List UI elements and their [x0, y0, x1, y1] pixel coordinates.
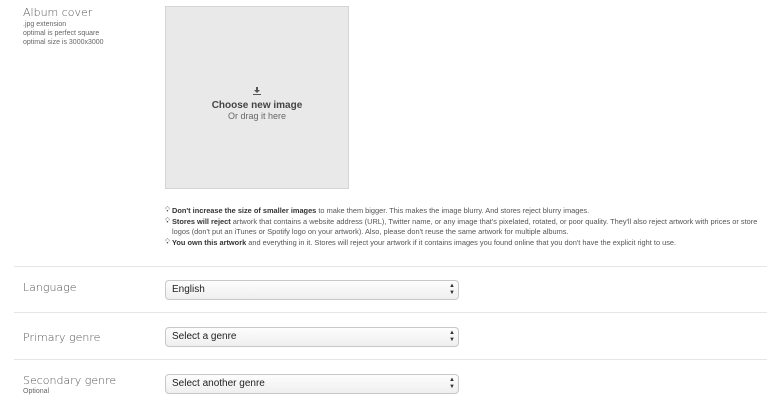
- choose-image-label: Choose new image: [211, 100, 303, 111]
- secondary-genre-select[interactable]: [165, 374, 459, 394]
- tip-bold: Stores will reject: [172, 217, 231, 226]
- secondary-genre-optional: Optional: [23, 388, 50, 395]
- language-select[interactable]: [165, 280, 459, 300]
- tip-item: [165, 217, 765, 236]
- select-arrows-icon: ▲ ▼: [449, 330, 455, 343]
- album-cover-label: Album cover: [23, 6, 93, 19]
- section-divider: [14, 312, 767, 313]
- lightbulb-icon: 💡︎: [165, 218, 170, 225]
- tip-text: and everything in it. Stores will reject your artwork if it contains images you found online that you don't have the explicit right to use.: [246, 237, 677, 247]
- tip-item: [165, 238, 765, 248]
- section-divider: [14, 359, 767, 360]
- primary-genre-value: Select a genre: [172, 331, 237, 342]
- hint-size: optimal size is 3000x3000: [23, 39, 104, 46]
- album-cover-hints: [23, 20, 104, 47]
- primary-genre-label: Primary genre: [23, 331, 101, 344]
- download-icon: [166, 87, 348, 98]
- tip-text: artwork that contains a website address (URL), Twitter name, or any image that's pixelated, rotated, or poor quality. They'll also reject artwork with prices or store logos (don't put an iTunes or Spotify logo on your artwork). Also, please don't reuse the same artwork for multiple albums.: [172, 217, 758, 236]
- section-divider: [14, 266, 767, 267]
- album-cover-dropzone[interactable]: [165, 6, 349, 189]
- select-arrows-icon: ▲ ▼: [449, 283, 455, 296]
- secondary-genre-label: Secondary genre: [23, 374, 117, 387]
- tip-bold: Don't increase the size of smaller images: [172, 206, 317, 215]
- tip-bold: You own this artwork: [172, 237, 247, 247]
- language-value: English: [172, 284, 205, 295]
- hint-extension: .jpg extension: [23, 21, 67, 28]
- tip-item: [165, 206, 765, 216]
- secondary-genre-value: Select another genre: [172, 378, 265, 389]
- tip-text: to make them bigger. This makes the image blurry. And stores reject blurry images.: [316, 206, 590, 215]
- hint-square: optimal is perfect square: [23, 30, 100, 37]
- artwork-tips: [165, 206, 765, 249]
- lightbulb-icon: 💡︎: [165, 207, 170, 214]
- drag-here-label: Or drag it here: [227, 111, 287, 121]
- primary-genre-select[interactable]: [165, 327, 459, 347]
- select-arrows-icon: ▲ ▼: [449, 377, 455, 390]
- lightbulb-icon: 💡︎: [165, 238, 170, 246]
- language-label: Language: [23, 281, 77, 294]
